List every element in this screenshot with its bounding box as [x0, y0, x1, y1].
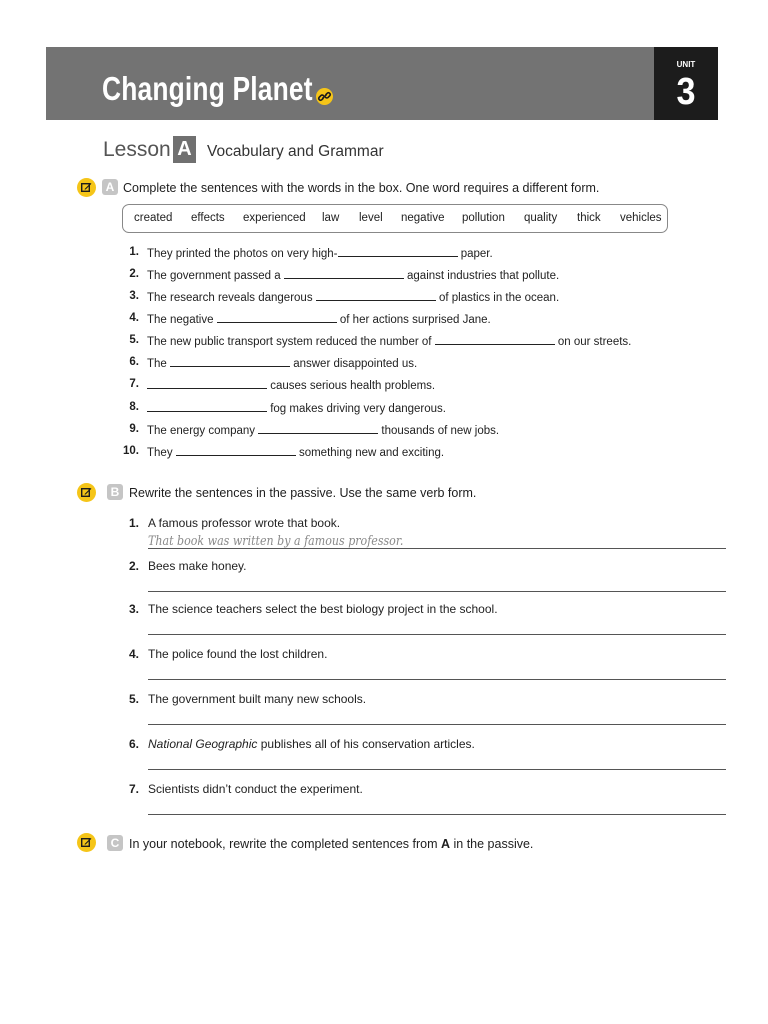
lesson-label: Lesson [103, 138, 171, 161]
section-b-badge: B [107, 484, 123, 500]
sentence-end: something new and exciting. [295, 447, 445, 459]
answer-blank[interactable] [316, 290, 436, 301]
edit-icon[interactable] [77, 833, 96, 852]
word-box-item: law [322, 212, 340, 224]
passive-sentence: The science teachers select the best biology project in the school. [148, 602, 498, 616]
word-box-item: pollution [462, 212, 505, 224]
section-c-instruction [129, 837, 533, 851]
sentence-start: The new public transport system reduced the number of [147, 336, 435, 348]
word-box-item: level [359, 212, 383, 224]
instruction-end: in the passive. [450, 837, 534, 851]
sentence-rest: publishes all of his conservation articles. [257, 737, 475, 751]
word-box-item: quality [524, 212, 558, 224]
edit-icon[interactable] [77, 483, 96, 502]
word-box-item: effects [191, 212, 225, 224]
item-number: 6. [128, 737, 139, 751]
item-number: 5. [128, 692, 139, 706]
answer-line[interactable] [148, 724, 726, 725]
sentence-end: fog makes driving very dangerous. [267, 403, 446, 415]
passive-sentence: Bees make honey. [148, 559, 247, 573]
word-box [122, 204, 668, 233]
item-number: 9. [129, 423, 139, 435]
fill-in-sentence [147, 268, 559, 282]
sentence-end: paper. [457, 248, 493, 260]
answer-line[interactable] [148, 679, 726, 680]
answer-blank[interactable] [338, 246, 458, 257]
fill-in-sentence [147, 423, 499, 437]
section-c-badge: C [107, 835, 123, 851]
sentence-end: thousands of new jobs. [378, 425, 500, 437]
fill-in-sentence [147, 246, 493, 260]
item-number: 4. [128, 647, 139, 661]
sentence-start: The negative [147, 314, 217, 326]
item-number: 1. [129, 246, 139, 258]
fill-in-sentence [147, 312, 491, 326]
sentence-start: They [147, 447, 176, 459]
item-number: 5. [129, 334, 139, 346]
answer-blank[interactable] [217, 312, 337, 323]
sentence-start: The research reveals dangerous [147, 292, 316, 304]
item-number: 6. [129, 356, 139, 368]
answer-blank[interactable] [147, 401, 267, 412]
answer-blank[interactable] [435, 334, 555, 345]
passive-sentence: Scientists didn’t conduct the experiment. [148, 782, 363, 796]
sentence-start: The [147, 358, 171, 370]
item-number: 10. [123, 445, 139, 457]
fill-in-sentence [147, 445, 444, 459]
answer-line[interactable] [148, 548, 726, 549]
fill-in-sentence [147, 356, 417, 370]
section-a-badge: A [102, 179, 118, 195]
edit-icon[interactable] [77, 178, 96, 197]
instruction-start: In your notebook, rewrite the completed sentences from [129, 837, 441, 851]
word-box-item: experienced [243, 212, 306, 224]
answer-blank[interactable] [284, 268, 404, 279]
sentence-end: of her actions surprised Jane. [336, 314, 491, 326]
item-number: 1. [128, 516, 139, 530]
item-number: 3. [128, 602, 139, 616]
sentence-start: The government passed a [147, 270, 284, 282]
item-number: 8. [129, 401, 139, 413]
item-number: 3. [129, 290, 139, 302]
unit-badge [654, 47, 718, 120]
word-box-item: negative [401, 212, 445, 224]
section-b-instruction: Rewrite the sentences in the passive. Use the same verb form. [129, 486, 477, 500]
answer-line[interactable] [148, 814, 726, 815]
item-number: 7. [129, 378, 139, 390]
example-answer: That book was written by a famous professor. [148, 534, 404, 549]
answer-blank[interactable] [170, 356, 290, 367]
item-number: 2. [128, 559, 139, 573]
unit-label: UNIT [676, 60, 696, 69]
sentence-end: on our streets. [554, 336, 632, 348]
lesson-title: Vocabulary and Grammar [207, 143, 384, 160]
sentence-end: of plastics in the ocean. [435, 292, 560, 304]
word-box-item: thick [577, 212, 601, 224]
answer-blank[interactable] [258, 423, 378, 434]
passive-sentence: A famous professor wrote that book. [148, 516, 341, 530]
fill-in-sentence [147, 378, 435, 392]
answer-line[interactable] [148, 591, 726, 592]
fill-in-sentence [147, 401, 446, 415]
publication-name: National Geographic [148, 737, 258, 751]
section-a-instruction: Complete the sentences with the words in the box. One word requires a different form. [123, 181, 600, 195]
fill-in-sentence [147, 290, 559, 304]
sentence-end: against industries that pollute. [403, 270, 560, 282]
answer-line[interactable] [148, 634, 726, 635]
answer-blank[interactable] [147, 378, 267, 389]
answer-line[interactable] [148, 769, 726, 770]
passive-sentence: The government built many new schools. [148, 692, 367, 706]
unit-title: Changing Planet [102, 70, 313, 107]
word-box-item: created [134, 212, 173, 224]
section-reference: A [440, 837, 451, 851]
sentence-start: The energy company [147, 425, 259, 437]
sentence-end: answer disappointed us. [290, 358, 418, 370]
sentence-start: They printed the photos on very high- [147, 248, 338, 260]
link-icon[interactable] [316, 88, 333, 105]
item-number: 7. [128, 782, 139, 796]
answer-blank[interactable] [176, 445, 296, 456]
passive-sentence [148, 737, 475, 751]
lesson-letter-badge: A [173, 136, 196, 163]
passive-sentence: The police found the lost children. [148, 647, 328, 661]
item-number: 2. [129, 268, 139, 280]
item-number: 4. [129, 312, 139, 324]
sentence-end: causes serious health problems. [267, 380, 436, 392]
fill-in-sentence [147, 334, 631, 348]
word-box-item: vehicles [620, 212, 662, 224]
unit-number: 3 [676, 71, 696, 113]
